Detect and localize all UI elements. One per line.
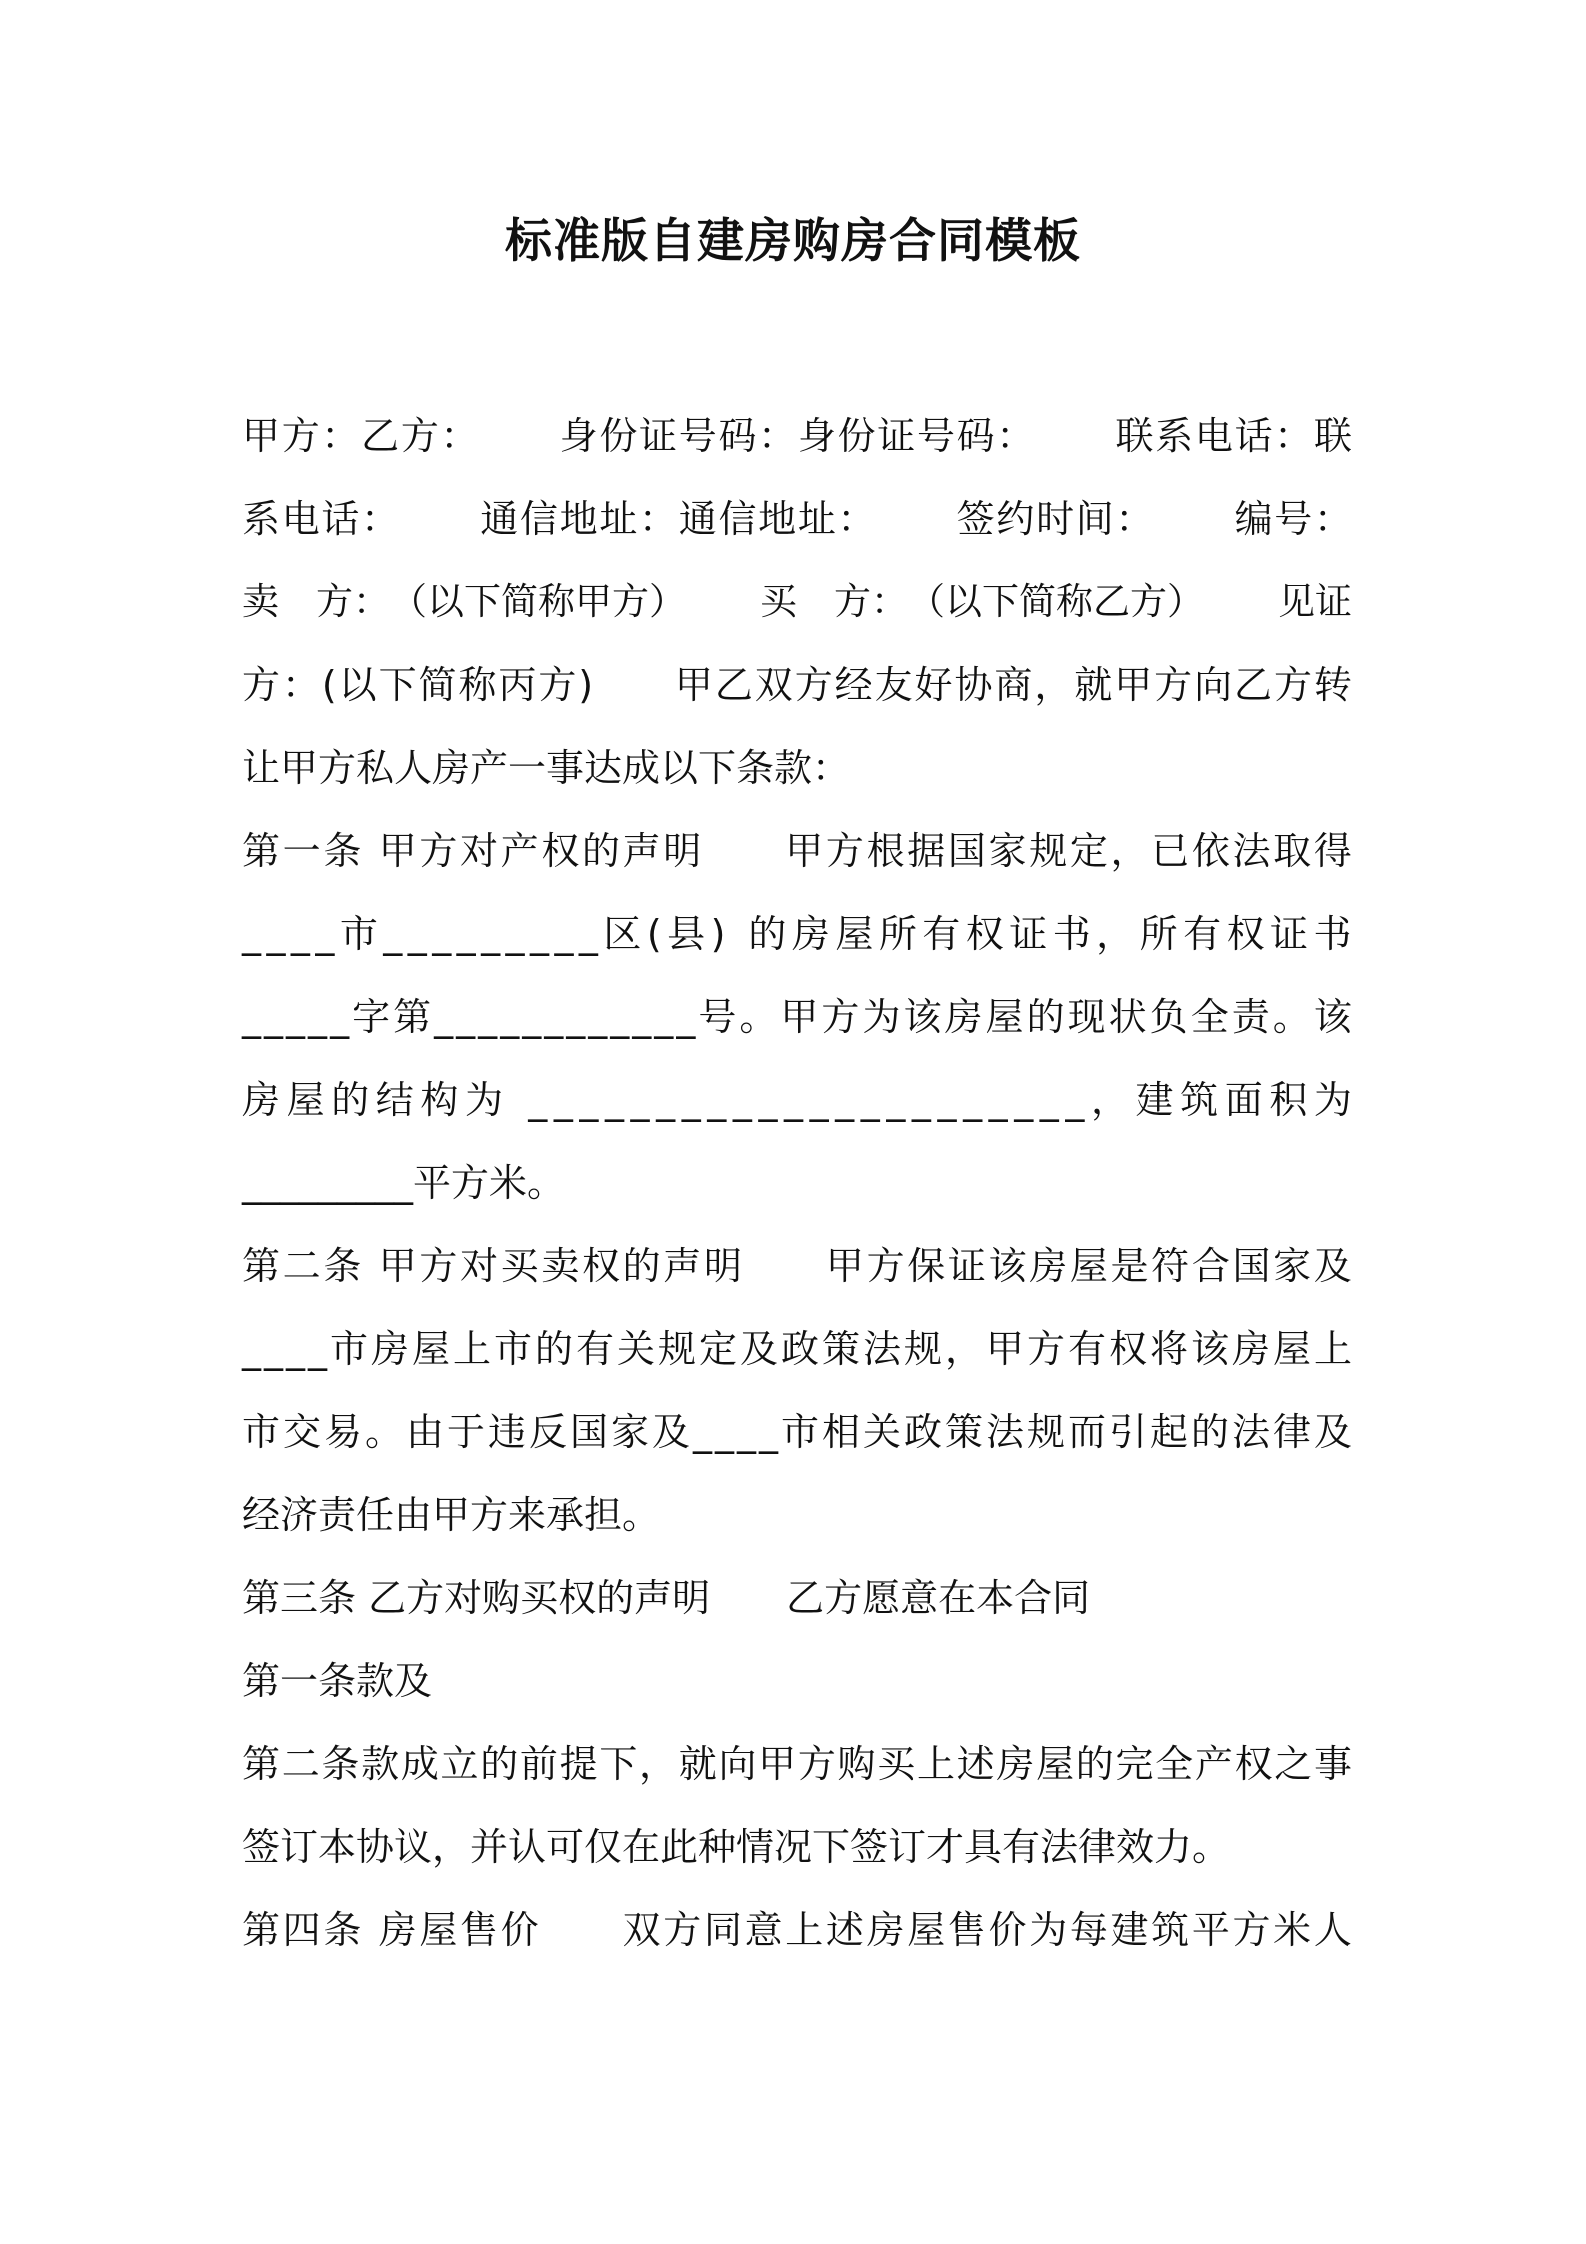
text-line: 甲 方 ： 乙 方 ： 身 份 证 号 码 ： 身 份 证 号 码 ： 联 系 电 话 ： 联 — [242, 414, 1352, 458]
text-line: 房 屋 的 结 构 为 _ _ _ _ _ _ _ _ _ _ _ _ _ _ _ _ _ _ _ _ _ _ ， 建 筑 面 积 为 — [242, 1078, 1352, 1122]
text-line: _ _ _ _ 市 房 屋 上 市 的 有 关 规 定 及 政 策 法 规 ， 甲 方 有 权 将 该 房 屋 上 — [242, 1327, 1352, 1371]
text-line: 签订本协议，并认可仅在此种情况下签订才具有法律效力。 — [242, 1825, 1231, 1869]
text-line: 经济责任由甲方来承担。 — [242, 1493, 661, 1537]
text-line: 第 二 条 款 成 立 的 前 提 下 ， 就 向 甲 方 购 买 上 述 房 屋 的 完 全 产 权 之 事 — [242, 1742, 1352, 1786]
text-line: _ _ _ _ 市 _ _ _ _ _ _ _ _ _ 区 ( 县 ) 的 房 屋 所 有 权 证 书 ， 所 有 权 证 书 — [242, 912, 1352, 956]
text-line: 系 电 话 ： 通 信 地 址 ： 通 信 地 址 ： 签 约 时 间 ： 编 号 ： — [242, 497, 1352, 541]
text-line: 卖 方 ： （ 以 下 简 称 甲 方 ） 买 方 ： （ 以 下 简 称 乙 方 ） 见 证 — [242, 580, 1352, 623]
document-title: 标准版自建房购房合同模板 — [505, 214, 1081, 269]
text-line: 让甲方私人房产一事达成以下条款： — [242, 746, 851, 790]
text-line: 市 交 易 。 由 于 违 反 国 家 及 _ _ _ _ 市 相 关 政 策 法 规 而 引 起 的 法 律 及 — [242, 1410, 1352, 1454]
text-line: 第 四 条 房 屋 售 价 双 方 同 意 上 述 房 屋 售 价 为 每 建 筑 平 方 米 人 — [242, 1908, 1352, 1952]
text-line: 第三条 乙方对购买权的声明 乙方愿意在本合同 — [242, 1576, 1091, 1620]
text-line: 第 二 条 甲 方 对 买 卖 权 的 声 明 甲 方 保 证 该 房 屋 是 符 合 国 家 及 — [242, 1244, 1352, 1288]
document-body — [242, 405, 1352, 1982]
text-line: _________平方米。 — [242, 1161, 566, 1205]
text-line: 第 一 条 甲 方 对 产 权 的 声 明 甲 方 根 据 国 家 规 定 ， 已 依 法 取 得 — [242, 829, 1352, 873]
text-line: _ _ _ _ _ 字 第 _ _ _ _ _ _ _ _ _ _ _ _ 号 。 甲 方 为 该 房 屋 的 现 状 负 全 责 。 该 — [242, 995, 1352, 1039]
text-line: 第一条款及 — [242, 1659, 433, 1703]
text-line: 方 ： ( 以 下 简 称 丙 方 ) 甲 乙 双 方 经 友 好 协 商 ， 就 甲 方 向 乙 方 转 — [242, 663, 1352, 707]
